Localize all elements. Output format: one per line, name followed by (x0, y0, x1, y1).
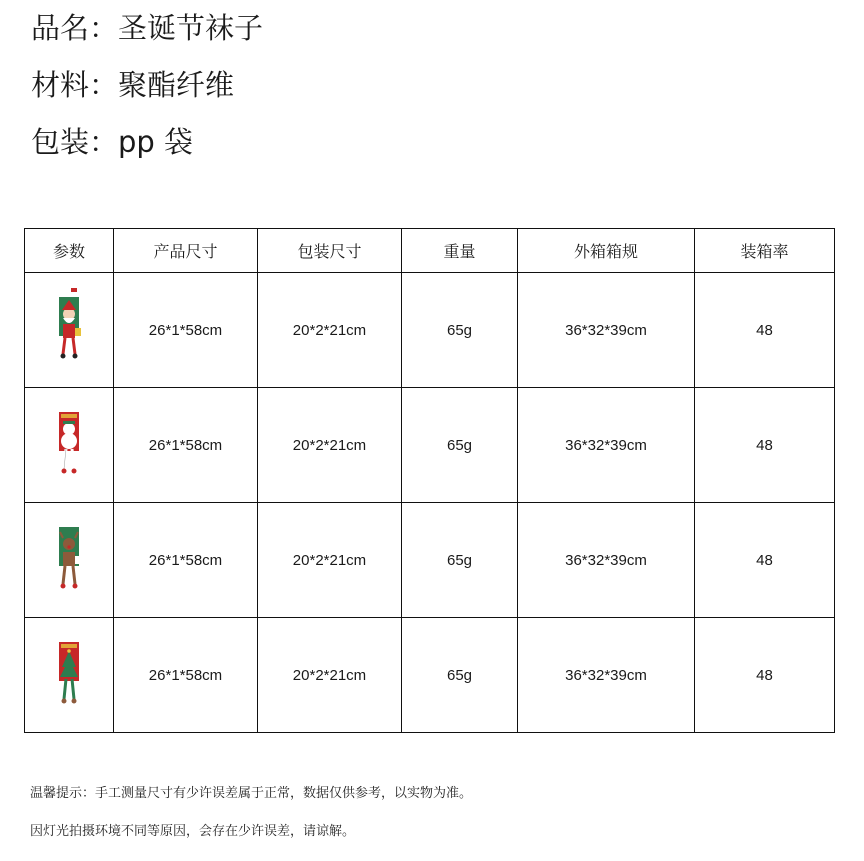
carton-cell: 36*32*39cm (518, 273, 695, 388)
carton-cell: 36*32*39cm (518, 618, 695, 733)
header-weight: 重量 (402, 229, 518, 273)
tree-stocking-image (49, 633, 89, 713)
package-size-cell: 20*2*21cm (258, 618, 402, 733)
table-row (25, 273, 835, 388)
product-size-cell: 26*1*58cm (114, 273, 258, 388)
header-params: 参数 (25, 229, 114, 273)
product-size-cell: 26*1*58cm (114, 388, 258, 503)
packing-line: 包装：pp 袋 (31, 125, 194, 159)
qty-cell: 48 (695, 618, 835, 733)
lighting-note: 因灯光拍摄环境不同等原因，会存在少许误差，请谅解。 (30, 824, 356, 839)
carton-cell: 36*32*39cm (518, 388, 695, 503)
product-name-line: 品名：圣诞节袜子 (31, 11, 264, 45)
header-qty: 装箱率 (695, 229, 835, 273)
measurement-note: 温馨提示：手工测量尺寸有少许误差属于正常，数据仅供参考，以实物为准。 (30, 786, 473, 801)
product-image-cell (25, 273, 114, 388)
qty-cell: 48 (695, 273, 835, 388)
weight-cell: 65g (402, 273, 518, 388)
santa-stocking-image (49, 288, 89, 368)
reindeer-stocking-image (49, 518, 89, 598)
header-product-size: 产品尺寸 (114, 229, 258, 273)
product-image-cell (25, 618, 114, 733)
product-image-cell (25, 503, 114, 618)
package-size-cell: 20*2*21cm (258, 388, 402, 503)
header-carton: 外箱箱规 (518, 229, 695, 273)
material-line: 材料：聚酯纤维 (31, 68, 235, 102)
header-package-size: 包装尺寸 (258, 229, 402, 273)
product-image-cell (25, 388, 114, 503)
product-size-cell: 26*1*58cm (114, 618, 258, 733)
header-row (25, 229, 835, 273)
qty-cell: 48 (695, 503, 835, 618)
package-size-cell: 20*2*21cm (258, 503, 402, 618)
spec-table (24, 228, 835, 733)
weight-cell: 65g (402, 388, 518, 503)
product-size-cell: 26*1*58cm (114, 503, 258, 618)
carton-cell: 36*32*39cm (518, 503, 695, 618)
table-row (25, 503, 835, 618)
qty-cell: 48 (695, 388, 835, 503)
table-row (25, 388, 835, 503)
snowman-stocking-image (49, 403, 89, 483)
weight-cell: 65g (402, 618, 518, 733)
weight-cell: 65g (402, 503, 518, 618)
table-row (25, 618, 835, 733)
package-size-cell: 20*2*21cm (258, 273, 402, 388)
